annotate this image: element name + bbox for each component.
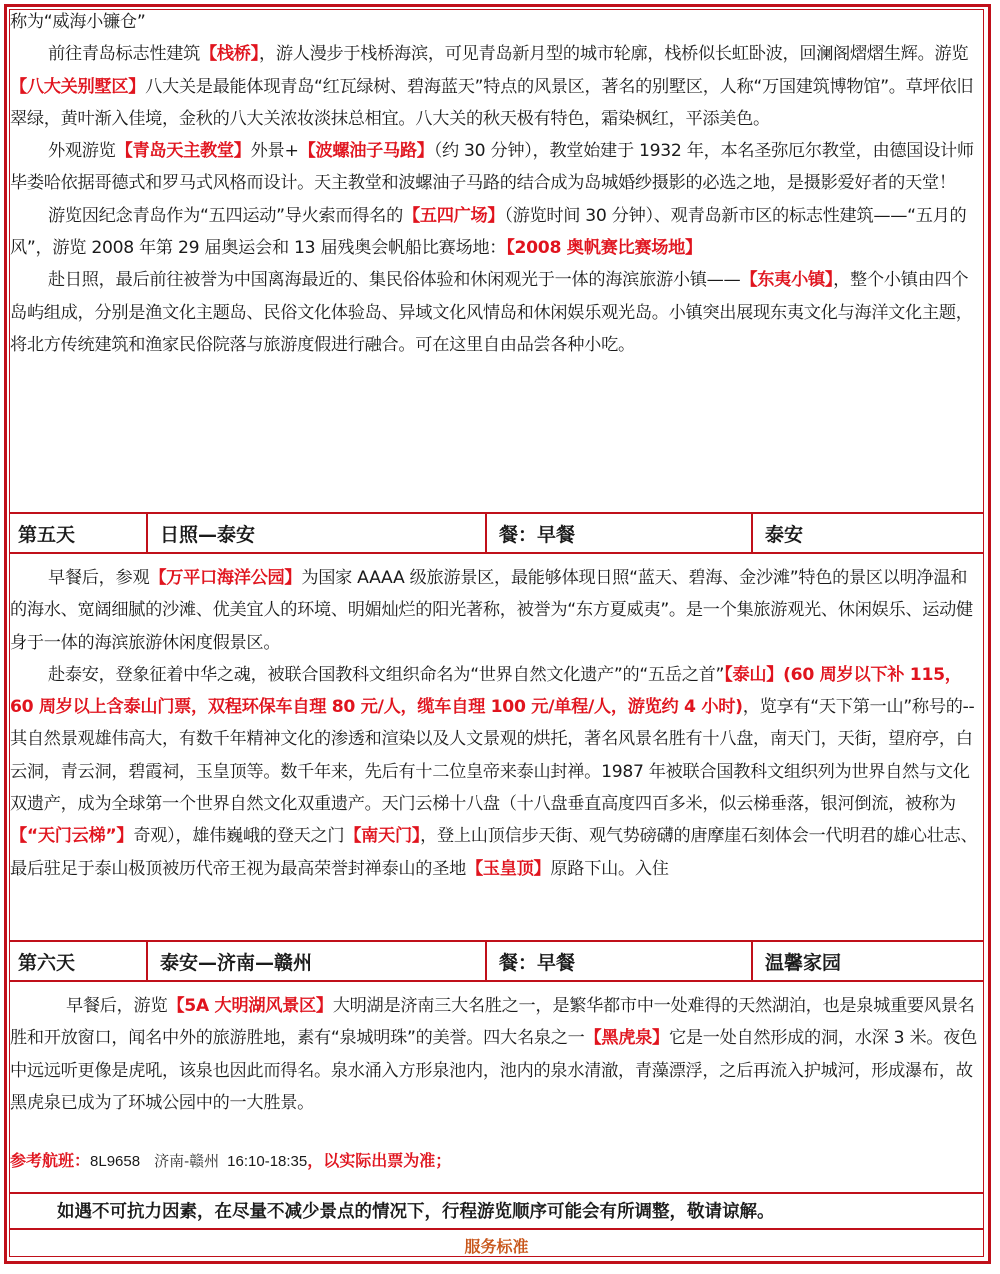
flight-number: 8L9658 [90,1153,141,1170]
text: 为国家 AAAA 级旅游景区，最能够体现日照“蓝天、碧海、金沙滩”特色的景区以明净温和的海水、宽阔细腻的沙滩、优美宜人的环境、明媚灿烂的阳光著称，被誉为“东方夏威夷”。是一个集旅游观光、休闲娱乐、运动健身于一体的海滨旅游休闲度假景区。 [10,568,973,653]
text: 早餐后，参观 [48,568,150,588]
flight-note: ，以实际出票为准； [307,1151,452,1170]
flight-time: 16:10-18:35 [227,1153,308,1170]
paragraph [10,659,983,885]
text: 外景+ [250,141,299,162]
text: ，游人漫步于栈桥海滨，可见青岛新月型的城市轮廓，栈桥似长虹卧波，回澜阁熠熠生辉。游览 [258,44,969,65]
text: 早餐后，游览 [66,996,168,1016]
attraction-boluoyouzi-road: 【波螺油子马路】 [298,141,434,162]
day6-description [10,990,983,1119]
meal-label: 餐：早餐 [487,514,753,552]
attraction-olympic-sailing: 【2008 奥帆赛比赛场地】 [506,238,702,259]
text: 大明湖是济南三大名胜之一，是繁华都市中一处难得的天然湖泊，也是泉城重要风景名胜和开放窗口，闻名中外的旅游胜地，素有“泉城明珠”的美誉。四大名泉之一 [10,996,975,1049]
paragraph [10,264,983,361]
service-standard-title: 服务标准 [464,1237,529,1256]
text: 它是一处自然形成的洞，水深 3 米。夜色中远远听更像是虎吼，该泉也因此而得名。泉水涌入方形泉池内，池内的泉水清澈，青藻漂浮，之后再流入护城河，形成瀑布，故黑虎泉已成为了环城公园中的一大胜景。 [10,1028,978,1113]
text: 赴泰安，登象征着中华之魂，被联合国教科文组织命名为“世界自然文化遗产”的“五岳之首” [48,664,725,685]
paragraph [10,200,983,265]
text: ，整个小镇由四个岛屿组成，分别是渔文化主题岛、民俗文化体验岛、异域文化风情岛和休闲娱乐观光岛。小镇突出展现东夷文化与海洋文化主题，将北方传统建筑和渔家民俗院落与旅游度假进行融合。可在这里自由品尝各种小吃。 [10,270,973,355]
day5-description [10,562,983,885]
paragraph [10,990,983,1119]
paragraph [10,135,983,200]
attraction-yuhuangding: 【玉皇顶】 [465,858,551,879]
attraction-badaguan: 【八大关别墅区】 [10,76,146,97]
paragraph: 称为“威海小镰仓” [10,12,146,32]
attraction-tianmen-yunti: 【“天门云梯”】 [10,826,134,847]
flight-route: 济南-赣州 [154,1152,220,1170]
attraction-heihuquan: 【黑虎泉】 [584,1028,669,1049]
text: ，登上山顶信步天街、观气势磅礴的唐摩崖石刻体会一代明君的雄心壮志、最后驻足于泰山极顶被历代帝王视为最高荣誉封禅泰山的圣地 [10,826,978,879]
route-label: 日照—泰安 [148,514,487,552]
text: 外观游览 [48,141,116,162]
text: 赴日照，最后前往被誉为中国离海最近的、集民俗体验和休闲观光于一体的海滨旅游小镇—— [48,270,741,291]
attraction-dongyi-town: 【东夷小镇】 [740,270,834,291]
day-label: 第六天 [10,942,148,980]
text: 原路下山。入住 [550,858,669,879]
text: 前往青岛标志性建筑 [48,44,200,65]
reference-flight [10,1148,983,1171]
attraction-nantianmen: 【南天门】 [344,826,421,847]
paragraph [10,38,983,135]
attraction-daminghu: 【5A 大明湖风景区】 [167,996,333,1016]
paragraph [10,562,983,659]
text: （约 30 分钟），教堂始建于 1932 年，本名圣弥厄尔教堂，由德国设计师毕娄哈依据哥德式和罗马式风格而设计。天主教堂和波螺油子马路的结合成为岛城婚纱摄影的必选之地，是摄影爱好者的天堂！ [10,141,974,194]
force-majeure-notice: 如遇不可抗力因素，在尽量不减少景点的情况下，行程游览顺序可能会有所调整，敬请谅解。 [57,1202,775,1222]
text: 八大关是最能体现青岛“红瓦绿树、碧海蓝天”特点的风景区，著名的别墅区，人称“万国建筑博物馆”。草坪依旧翠绿，黄叶渐入佳境，金秋的八大关浓妆淡抹总相宜。八大关的秋天极有特色，霜染枫红，平添美色。 [10,76,974,129]
text: （游览时间 30 分钟）、观青岛新市区的标志性建筑——“五月的风”，游览 2008 年第 29 届奥运会和 13 届残奥会帆船比赛场地： [10,205,967,259]
hotel-label: 泰安 [765,523,804,546]
text: 奇观），雄伟巍峨的登天之门 [133,826,345,847]
attraction-church: 【青岛天主教堂】 [115,141,251,162]
attraction-zhanqiao: 【栈桥】 [200,44,259,65]
flight-label: 参考航班： [10,1151,91,1170]
route-label: 泰安—济南—赣州 [148,942,487,980]
attraction-wusi-square: 【五四广场】 [402,205,505,226]
attraction-wanpingkou: 【万平口海洋公园】 [149,568,302,588]
text: ，览享有“天下第一山”称号的--其自然景观雄伟高大，有数千年精神文化的渗透和渲染以及人文景观的烘托，著名风景名胜有十八盘，南天门，天街，望府亭，白云洞，青云洞，碧霞祠，玉皇顶等。数千年来，先后有十二位皇帝来泰山封禅。1987 年被联合国教科文组织列为世界自然与文化双遗产，成为全球第一个世界自然文化双重遗产。天门云梯十八盘（十八盘垂直高度四百多米，似云梯垂落，银河倒流，被称为 [10,697,975,815]
day-label: 第五天 [10,514,148,552]
day6-header-row [10,940,983,982]
attraction-taishan: 【泰山】(60 周岁以下补 115，60 周岁以上含泰山门票，双程环保车自理 80 元/人，缆车自理 100 元/单程/人，游览约 4 小时) [10,664,962,718]
text: 游览因纪念青岛作为“五四运动”导火索而得名的 [48,205,403,226]
hotel-label: 温馨家园 [765,951,842,974]
day4-description [10,6,983,361]
meal-label: 餐：早餐 [487,942,753,980]
day5-header-row [10,512,983,554]
